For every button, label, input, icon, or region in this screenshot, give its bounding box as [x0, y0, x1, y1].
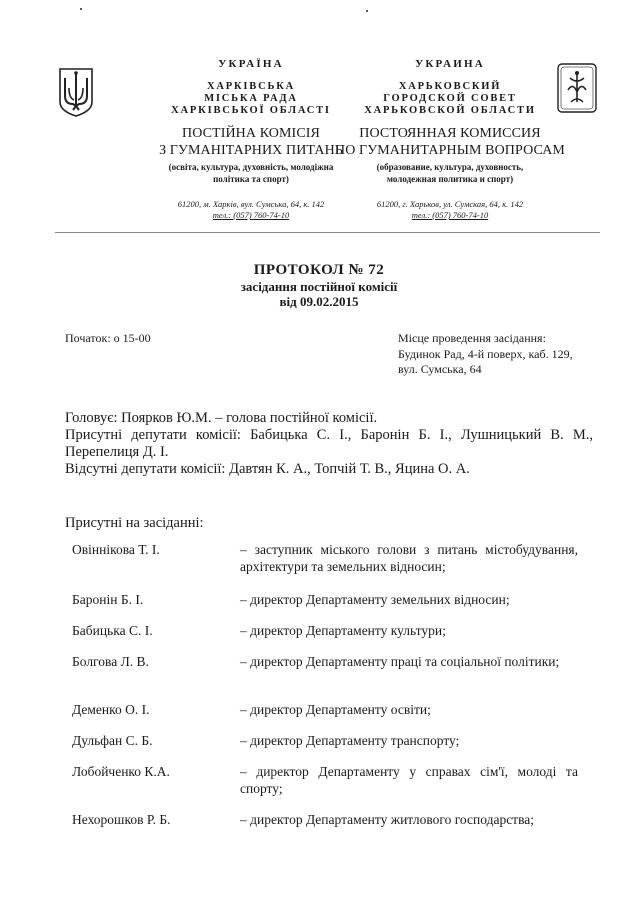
present-deputies: Присутні депутати комісії: Бабицька С. І., Баронін Б. І., Лушницький В. М., Перепелиця Д. І. — [65, 427, 593, 460]
attendee-name: Дульфан С. Б. — [72, 733, 153, 748]
protocol-title: ПРОТОКОЛ № 72 — [253, 262, 385, 278]
commission-scope: (освіта, культура, духовність, молодіжна політика та спорт) — [168, 162, 334, 184]
protocol-subtitle: засідання постійної комісії — [240, 279, 398, 294]
absent-deputies: Відсутні депутати комісії: Давтян К. А., Топчій Т. В., Яцина О. А. — [65, 461, 470, 477]
attendee-role: – директор Департаменту житлового господарства; — [240, 812, 535, 827]
scan-speck — [80, 8, 82, 10]
meeting-start-time: Початок: о 15-00 — [65, 331, 151, 345]
trident-emblem-icon — [57, 66, 95, 118]
commission-name: ПОСТІЙНА КОМІСІЯ З ГУМАНІТАРНИХ ПИТАНЬ — [159, 126, 343, 158]
commission-address: 61200, м. Харків, вул. Сумська, 64, к. 142 тел.: (057) 760-74-10 — [131, 199, 371, 221]
attendee-role: – заступник міського голови з питань містобудування, архітектури та земельних відносин; — [240, 542, 578, 574]
attendee-role: – директор Департаменту у справах сім'ї, молоді та спорту; — [240, 764, 578, 796]
attendee-role: – директор Департаменту земельних відносин; — [240, 592, 510, 607]
header-russian — [330, 58, 570, 221]
commission-phone: тел.: (057) 760-74-10 — [212, 210, 290, 220]
attendee-role: – директор Департаменту праці та соціальної політики; — [240, 654, 560, 669]
commission-name: ПОСТОЯННАЯ КОМИССИЯ ПО ГУМАНИТАРНЫМ ВОПРОСАМ — [335, 126, 565, 158]
attendee-name: Лобойченко К.А. — [72, 764, 170, 779]
meeting-venue: Місце проведення засідання: Будинок Рад, 4-й поверх, каб. 129, вул. Сумська, 64 — [398, 331, 573, 376]
chair-line: Головує: Поярков Ю.М. – голова постійної комісії. — [65, 410, 378, 426]
attendee-name: Баронін Б. І. — [72, 592, 144, 607]
attendee-name: Деменко О. І. — [72, 702, 150, 717]
council-name: ХАРЬКОВСКИЙ ГОРОДСКОЙ СОВЕТ ХАРЬКОВСКОЙ ОБЛАСТИ — [364, 81, 536, 116]
country-name: УКРАЇНА — [218, 58, 284, 70]
header-divider — [55, 232, 600, 233]
commission-phone: тел.: (057) 760-74-10 — [411, 210, 489, 220]
scan-speck — [366, 10, 368, 12]
council-name: ХАРКІВСЬКА МІСЬКА РАДА ХАРКІВСЬКОЇ ОБЛАСТІ — [171, 81, 331, 116]
commission-address: 61200, г. Харьков, ул. Сумская, 64, к. 142 тел.: (057) 760-74-10 — [330, 199, 570, 221]
attendee-name: Овіннікова Т. І. — [72, 542, 160, 557]
country-name: УКРАИНА — [415, 58, 485, 70]
attendee-role: – директор Департаменту транспорту; — [240, 733, 460, 748]
protocol-date: від 09.02.2015 — [279, 294, 359, 309]
attendee-role: – директор Департаменту культури; — [240, 623, 446, 638]
protocol-title-block — [0, 262, 638, 309]
attendees-label: Присутні на засіданні: — [65, 515, 204, 531]
attendee-name: Нехорошков Р. Б. — [72, 812, 171, 827]
attendee-name: Болгова Л. В. — [72, 654, 149, 669]
attendee-name: Бабицька С. І. — [72, 623, 153, 638]
commission-scope: (образование, культура, духовность, молодежная политика и спорт) — [376, 162, 524, 184]
attendee-role: – директор Департаменту освіти; — [240, 702, 431, 717]
